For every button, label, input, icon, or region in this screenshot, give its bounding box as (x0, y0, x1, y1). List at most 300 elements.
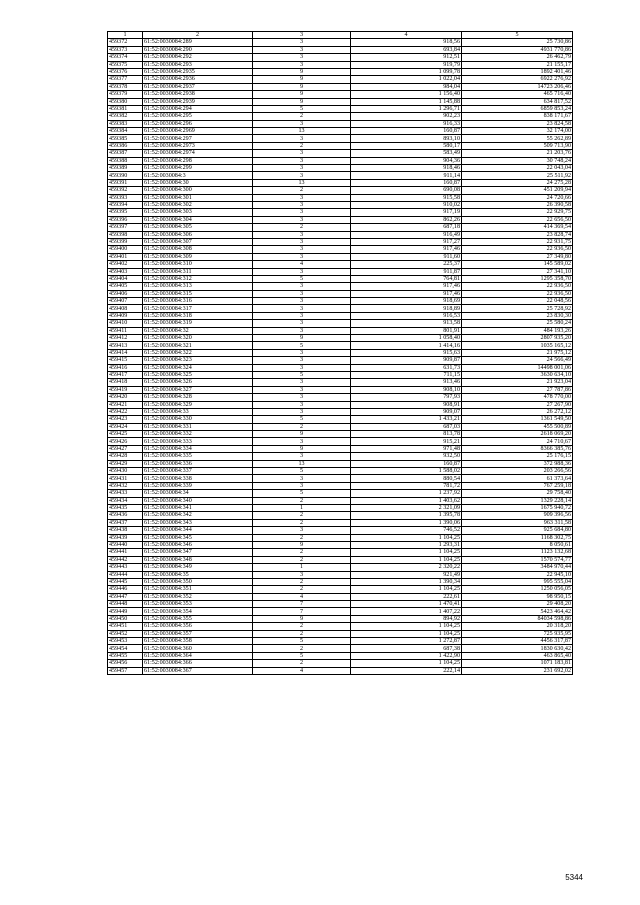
table-cell: 459447 (108, 593, 143, 600)
table-row (108, 261, 573, 268)
table-cell: 2 (253, 534, 351, 541)
table-cell: 30 748,24 (462, 157, 573, 164)
table-row (108, 623, 573, 630)
table-cell: 459438 (108, 527, 143, 534)
table-cell: 767 259,18 (462, 482, 573, 489)
table-cell: 459381 (108, 105, 143, 112)
table-cell: 1 104,25 (351, 623, 462, 630)
table-cell: 2 (253, 497, 351, 504)
table-cell: 24 720,66 (462, 194, 573, 201)
table-cell: 459412 (108, 335, 143, 342)
table-cell: 1 390,06 (351, 519, 462, 526)
table-row (108, 113, 573, 120)
table-cell: 27 349,80 (462, 253, 573, 260)
table-cell: 459376 (108, 68, 143, 75)
table-cell: 459383 (108, 120, 143, 127)
table-cell: 690,08 (351, 187, 462, 194)
table-cell: 1830 630,42 (462, 645, 573, 652)
table-row (108, 224, 573, 231)
table-cell: 61:52:0030084:302 (143, 201, 253, 208)
table-cell: 372 988,36 (462, 460, 573, 467)
table-row (108, 209, 573, 216)
table-cell: 61:52:0030084:347 (143, 549, 253, 556)
table-cell: 459409 (108, 312, 143, 319)
table-cell: 687,38 (351, 645, 462, 652)
table-cell: 459380 (108, 98, 143, 105)
table-cell: 631,73 (351, 364, 462, 371)
table-cell: 459453 (108, 638, 143, 645)
table-cell: 5 (253, 638, 351, 645)
table-row (108, 364, 573, 371)
table-row (108, 135, 573, 142)
table-cell: 1329 228,14 (462, 497, 573, 504)
table-cell: 459395 (108, 209, 143, 216)
table-cell: 908,91 (351, 401, 462, 408)
table-cell: 9 (253, 335, 351, 342)
table-row (108, 505, 573, 512)
table-cell: 21 975,12 (462, 349, 573, 356)
table-cell: 8 050,61 (462, 541, 573, 548)
table-cell: 29 758,40 (462, 490, 573, 497)
table-row (108, 68, 573, 75)
table-cell: 459432 (108, 482, 143, 489)
data-table (107, 31, 573, 675)
table-cell: 459444 (108, 571, 143, 578)
table-row (108, 253, 573, 260)
table-cell: 1 104,25 (351, 534, 462, 541)
table-cell: 13 (253, 460, 351, 467)
table-row (108, 564, 573, 571)
table-cell: 1 104,25 (351, 549, 462, 556)
table-cell: 61:52:0030084:35 (143, 571, 253, 578)
table-cell: 862,26 (351, 216, 462, 223)
table-cell: 484 193,26 (462, 327, 573, 334)
table-cell: 918,69 (351, 298, 462, 305)
table-cell: 9 (253, 91, 351, 98)
table-cell: 583,49 (351, 150, 462, 157)
table-cell: 916,49 (351, 231, 462, 238)
table-cell: 61:52:0030084:327 (143, 386, 253, 393)
table-row (108, 290, 573, 297)
table-cell: 203 266,56 (462, 468, 573, 475)
table-row (108, 386, 573, 393)
table-cell: 711,15 (351, 371, 462, 378)
table-row (108, 305, 573, 312)
table-row (108, 401, 573, 408)
table-cell: 1035 165,12 (462, 342, 573, 349)
table-row (108, 615, 573, 622)
table-cell: 3 (253, 39, 351, 46)
table-cell: 27 341,10 (462, 268, 573, 275)
table-cell: 459382 (108, 113, 143, 120)
table-cell: 61:52:0030084:364 (143, 652, 253, 659)
table-row (108, 187, 573, 194)
table-row (108, 371, 573, 378)
table-cell: 61:52:0030084:367 (143, 667, 253, 674)
table-cell: 61:52:0030084:325 (143, 371, 253, 378)
table-cell: 61:52:0030084:294 (143, 105, 253, 112)
table-cell: 22 043,04 (462, 165, 573, 172)
table-cell: 61:52:0030084:292 (143, 54, 253, 61)
table-cell: 61:52:0030084:316 (143, 298, 253, 305)
table-cell: 61:52:0030084:344 (143, 527, 253, 534)
table-cell: 61:52:0030084:354 (143, 608, 253, 615)
table-row (108, 128, 573, 135)
table-cell: 459446 (108, 586, 143, 593)
table-cell: 459373 (108, 46, 143, 53)
table-row (108, 142, 573, 149)
table-cell: 61:52:0030084:2938 (143, 91, 253, 98)
table-cell: 5 (253, 342, 351, 349)
table-cell: 3 (253, 571, 351, 578)
table-cell: 9 (253, 431, 351, 438)
table-cell: 912,51 (351, 54, 462, 61)
table-cell: 23 824,58 (462, 120, 573, 127)
table-cell: 9 (253, 68, 351, 75)
table-cell: 459434 (108, 497, 143, 504)
table-cell: 61:52:0030084:332 (143, 431, 253, 438)
table-row (108, 157, 573, 164)
table-cell: 61:52:0030084:293 (143, 61, 253, 68)
table-cell: 5 (253, 490, 351, 497)
table-cell: 465 716,40 (462, 91, 573, 98)
table-cell: 963 311,58 (462, 519, 573, 526)
table-cell: 27 267,90 (462, 401, 573, 408)
table-cell: 3 (253, 312, 351, 319)
table-row (108, 445, 573, 452)
table-cell: 451 209,94 (462, 187, 573, 194)
table-cell: 61:52:0030084:313 (143, 283, 253, 290)
table-cell: 3 (253, 379, 351, 386)
table-cell: 61:52:0030084:298 (143, 157, 253, 164)
table-cell: 13 (253, 128, 351, 135)
table-cell: 61:52:0030084:356 (143, 623, 253, 630)
table-cell: 22 936,50 (462, 283, 573, 290)
table-cell: 2 (253, 630, 351, 637)
table-cell: 1 022,04 (351, 76, 462, 83)
table-cell: 61:52:0030084:351 (143, 586, 253, 593)
table-cell: 5 (253, 416, 351, 423)
table-cell: 459396 (108, 216, 143, 223)
table-cell: 3 (253, 216, 351, 223)
table-cell: 22 656,50 (462, 216, 573, 223)
table-cell: 4 (253, 593, 351, 600)
table-cell: 25 511,92 (462, 172, 573, 179)
table-cell: 9 (253, 83, 351, 90)
table-row (108, 98, 573, 105)
table-cell: 459429 (108, 460, 143, 467)
table-cell: 24 566,49 (462, 357, 573, 364)
table-row (108, 320, 573, 327)
table-row (108, 549, 573, 556)
table-cell: 459415 (108, 357, 143, 364)
table-cell: 2 (253, 512, 351, 519)
table-row (108, 275, 573, 282)
table-row (108, 423, 573, 430)
table-cell: 1123 132,68 (462, 549, 573, 556)
table-cell: 915,58 (351, 194, 462, 201)
table-cell: 22 936,50 (462, 290, 573, 297)
table-cell: 459430 (108, 468, 143, 475)
table-cell: 26 272,12 (462, 408, 573, 415)
table-cell: 61:52:0030084:304 (143, 216, 253, 223)
table-cell: 459385 (108, 135, 143, 142)
table-cell: 459419 (108, 386, 143, 393)
table-row (108, 165, 573, 172)
table-row (108, 46, 573, 53)
table-cell: 3 (253, 120, 351, 127)
table-cell: 746,52 (351, 527, 462, 534)
table-row (108, 556, 573, 563)
table-row (108, 39, 573, 46)
table-cell: 61:52:0030084:2935 (143, 68, 253, 75)
table-cell: 1 104,25 (351, 660, 462, 667)
table-row (108, 571, 573, 578)
table-row (108, 298, 573, 305)
table-row (108, 519, 573, 526)
table-cell: 3 (253, 135, 351, 142)
table-row (108, 512, 573, 519)
table-cell: 725 935,95 (462, 630, 573, 637)
table-cell: 3 (253, 327, 351, 334)
table-cell: 9 (253, 541, 351, 548)
table-cell: 1 470,41 (351, 601, 462, 608)
table-cell: 61:52:0030084:289 (143, 39, 253, 46)
table-cell: 3 (253, 320, 351, 327)
table-cell: 61:52:0030084:306 (143, 231, 253, 238)
table-row (108, 394, 573, 401)
table-cell: 61:52:0030084:300 (143, 187, 253, 194)
table-cell: 231 692,02 (462, 667, 573, 674)
table-cell: 797,93 (351, 394, 462, 401)
table-row (108, 179, 573, 186)
table-cell: 455 500,89 (462, 423, 573, 430)
table-cell: 61:52:0030084:33 (143, 408, 253, 415)
table-cell: 459435 (108, 505, 143, 512)
table-cell: 634 817,52 (462, 98, 573, 105)
table-cell: 3 (253, 527, 351, 534)
table-cell: 459387 (108, 150, 143, 157)
table-cell: 459441 (108, 549, 143, 556)
table-cell: 3 (253, 172, 351, 179)
table-cell: 61:52:0030084:326 (143, 379, 253, 386)
table-cell: 21 155,17 (462, 61, 573, 68)
table-cell: 61:52:0030084:297 (143, 135, 253, 142)
table-cell: 8366 385,76 (462, 445, 573, 452)
table-row (108, 630, 573, 637)
table-row (108, 482, 573, 489)
table-cell: 917,46 (351, 290, 462, 297)
table-cell: 687,03 (351, 423, 462, 430)
table-cell: 880,54 (351, 475, 462, 482)
table-cell: 4456 317,87 (462, 638, 573, 645)
table-row (108, 578, 573, 585)
table-cell: 13 (253, 179, 351, 186)
table-cell: 1 296,71 (351, 105, 462, 112)
table-row (108, 660, 573, 667)
table-cell: 61:52:0030084:2969 (143, 128, 253, 135)
table-cell: 29 408,20 (462, 601, 573, 608)
table-cell: 917,27 (351, 238, 462, 245)
table-cell: 2 (253, 578, 351, 585)
table-cell: 459413 (108, 342, 143, 349)
table-cell: 459386 (108, 142, 143, 149)
table-cell: 459390 (108, 172, 143, 179)
table-cell: 61:52:0030084:2939 (143, 98, 253, 105)
table-cell: 1 395,78 (351, 512, 462, 519)
table-cell: 2618 069,20 (462, 431, 573, 438)
table-cell: 1 104,25 (351, 586, 462, 593)
table-cell: 3 (253, 238, 351, 245)
table-cell: 459436 (108, 512, 143, 519)
table-cell: 61:52:0030084:335 (143, 453, 253, 460)
table-cell: 1 293,31 (351, 541, 462, 548)
table-cell: 459443 (108, 564, 143, 571)
table-cell: 838 171,67 (462, 113, 573, 120)
table-row (108, 541, 573, 548)
table-cell: 2 (253, 224, 351, 231)
table-cell: 2807 935,20 (462, 335, 573, 342)
table-cell: 1 588,02 (351, 468, 462, 475)
table-cell: 25 730,86 (462, 39, 573, 46)
table-row (108, 357, 573, 364)
table-cell: 25 176,15 (462, 453, 573, 460)
table-cell: 23 828,74 (462, 231, 573, 238)
table-cell: 908,10 (351, 386, 462, 393)
table-cell: 61:52:0030084:301 (143, 194, 253, 201)
table-cell: 6859 853,24 (462, 105, 573, 112)
table-cell: 2 (253, 556, 351, 563)
table-cell: 61:52:0030084:322 (143, 349, 253, 356)
table-header-row (108, 32, 573, 39)
table-row (108, 534, 573, 541)
table-cell: 3 (253, 268, 351, 275)
table-cell: 1250 056,05 (462, 586, 573, 593)
column-header: 3 (253, 32, 351, 39)
table-row (108, 83, 573, 90)
table-cell: 5 (253, 105, 351, 112)
table-cell: 1361 549,50 (462, 416, 573, 423)
table-cell: 3 (253, 194, 351, 201)
table-cell: 3 (253, 408, 351, 415)
table-cell: 61:52:0030084:349 (143, 564, 253, 571)
table-cell: 5 (253, 468, 351, 475)
table-cell: 5 (253, 652, 351, 659)
table-cell: 459384 (108, 128, 143, 135)
table-cell: 160,87 (351, 128, 462, 135)
table-row (108, 608, 573, 615)
table-cell: 916,33 (351, 120, 462, 127)
table-cell: 1 (253, 564, 351, 571)
table-cell: 904,36 (351, 157, 462, 164)
table-cell: 911,87 (351, 268, 462, 275)
table-cell: 61:52:0030084:308 (143, 246, 253, 253)
table-cell: 1168 302,75 (462, 534, 573, 541)
table-cell: 459452 (108, 630, 143, 637)
table-cell: 459375 (108, 61, 143, 68)
table-cell: 916,53 (351, 312, 462, 319)
table-cell: 414 369,54 (462, 224, 573, 231)
table-cell: 61:52:0030084:357 (143, 630, 253, 637)
table-cell: 61:52:0030084:360 (143, 645, 253, 652)
table-cell: 459394 (108, 201, 143, 208)
table-row (108, 238, 573, 245)
table-cell: 61:52:0030084:310 (143, 261, 253, 268)
table-cell: 7 (253, 601, 351, 608)
table-cell: 61:52:0030084:321 (143, 342, 253, 349)
table-cell: 1295 358,70 (462, 275, 573, 282)
table-cell: 917,19 (351, 209, 462, 216)
table-cell: 61:52:0030084:342 (143, 512, 253, 519)
table-row (108, 201, 573, 208)
table-cell: 2 (253, 549, 351, 556)
table-cell: 61:52:0030084:307 (143, 238, 253, 245)
table-cell: 61:52:0030084:299 (143, 165, 253, 172)
table-cell: 463 865,40 (462, 652, 573, 659)
table-row (108, 431, 573, 438)
table-row (108, 349, 573, 356)
table-cell: 459445 (108, 578, 143, 585)
table-cell: 459393 (108, 194, 143, 201)
table-cell: 459408 (108, 305, 143, 312)
table-cell: 61:52:0030084:320 (143, 335, 253, 342)
table-cell: 3 (253, 349, 351, 356)
table-cell: 911,14 (351, 172, 462, 179)
table-cell: 919,79 (351, 61, 462, 68)
table-cell: 459404 (108, 275, 143, 282)
table-cell: 459377 (108, 76, 143, 83)
table-cell: 995 555,04 (462, 578, 573, 585)
table-cell: 3 (253, 298, 351, 305)
table-cell: 61:52:0030084:339 (143, 482, 253, 489)
table-cell: 14723 206,46 (462, 83, 573, 90)
table-row (108, 342, 573, 349)
table-cell: 909,87 (351, 357, 462, 364)
table-cell: 459425 (108, 431, 143, 438)
table-cell: 915,21 (351, 438, 462, 445)
table-cell: 2 (253, 660, 351, 667)
table-cell: 781,72 (351, 482, 462, 489)
column-header: 1 (108, 32, 143, 39)
table-cell: 1 156,40 (351, 91, 462, 98)
table-row (108, 120, 573, 127)
table-cell: 9 (253, 445, 351, 452)
table-cell: 3 (253, 246, 351, 253)
table-cell: 2 (253, 142, 351, 149)
table-cell: 61:52:0030084:329 (143, 401, 253, 408)
table-cell: 459422 (108, 408, 143, 415)
table-cell: 222,61 (351, 593, 462, 600)
table-cell: 61:52:0030084:315 (143, 290, 253, 297)
table-cell: 26 462,79 (462, 54, 573, 61)
table-cell: 3 (253, 253, 351, 260)
table-cell: 1 422,90 (351, 652, 462, 659)
table-cell: 2 (253, 645, 351, 652)
table-cell: 894,92 (351, 615, 462, 622)
table-cell: 3 (253, 357, 351, 364)
table-cell: 1570 574,77 (462, 556, 573, 563)
table-cell: 3 (253, 482, 351, 489)
table-cell: 61:52:0030084:353 (143, 601, 253, 608)
table-cell: 3 (253, 231, 351, 238)
table-cell: 580,17 (351, 142, 462, 149)
table-cell: 61:52:0030084:352 (143, 593, 253, 600)
table-cell: 61:52:0030084:331 (143, 423, 253, 430)
table-cell: 925 684,80 (462, 527, 573, 534)
table-cell: 5 (253, 371, 351, 378)
table-row (108, 246, 573, 253)
table-cell: 21 203,76 (462, 150, 573, 157)
